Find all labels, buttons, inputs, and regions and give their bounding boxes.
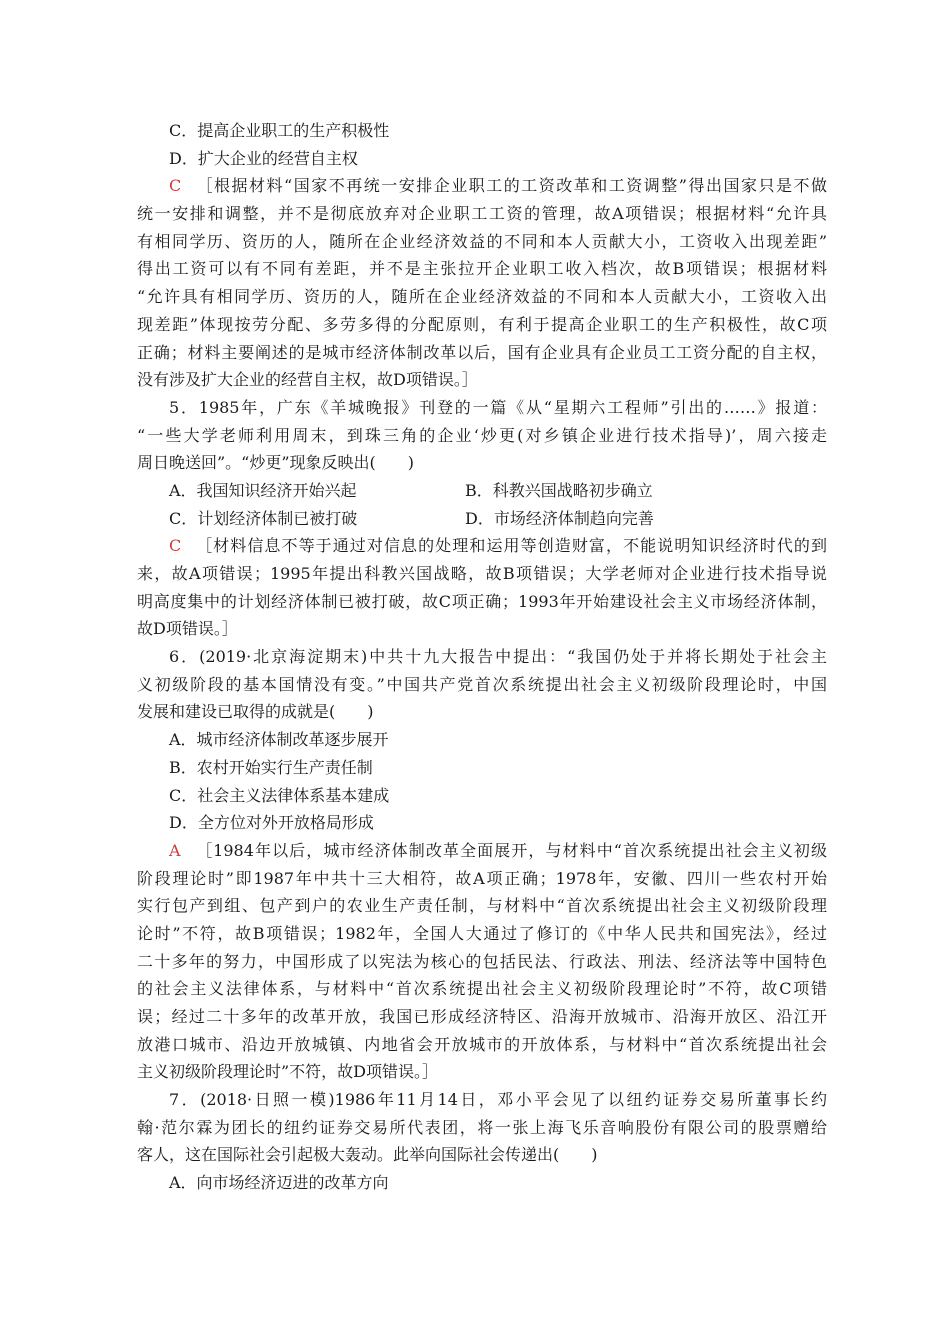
q5-stem-line: 周日晚送回”。“炒更”现象反映出( ) — [137, 453, 415, 473]
q4-explanation-line: 得出工资可以有不同有差距，并不是主张拉开企业职工收入档次，故B项错误；根据材料 — [137, 259, 827, 279]
q6-explanation-line: 论时”不符，故B项错误；1982年，全国人大通过了修订的《中华人民共和国宪法》，经过 — [137, 923, 827, 943]
q5-stem-line: 5．1985年，广东《羊城晚报》刊登的一篇《从“星期六工程师”引出的……》报道： — [169, 397, 827, 417]
q5-option-b: B．科教兴国战略初步确立 — [465, 480, 653, 500]
q6-stem-line: 发展和建设已取得的成就是( ) — [137, 702, 374, 722]
q4-explanation-line: C ［根据材料“国家不再统一安排企业职工的工资改革和工资调整”得出国家只是不做 — [137, 172, 827, 200]
q6-option-b: B．农村开始实行生产责任制 — [169, 757, 373, 777]
q5-explanation-line: C ［材料信息不等于通过对信息的处理和运用等创造财富，不能说明知识经济时代的到 — [137, 532, 827, 560]
q6-explanation-line: 误；经过二十多年的改革开放，我国已形成经济特区、沿海开放城市、沿海开放区、沿江开 — [137, 1007, 827, 1026]
q5-option-a: A．我国知识经济开始兴起 — [169, 480, 357, 500]
q7-option-a: A．向市场经济迈进的改革方向 — [169, 1173, 389, 1193]
q4-explanation-line: “允许具有相同学历、资历的人，随所在企业经济效益的不同和本人贡献大小，工资收入出 — [137, 287, 827, 307]
q7-stem-line: 客人，这在国际社会引起极大轰动。此举向国际社会传递出( ) — [137, 1145, 598, 1165]
q6-option-a: A．城市经济体制改革逐步展开 — [169, 730, 389, 750]
q4-explanation-line: 现差距”体现按劳分配、多劳多得的分配原则，有利于提高企业职工的生产积极性，故C项 — [137, 314, 827, 334]
q6-explanation-line: 主义初级阶段理论时”不符，故D项错误。］ — [137, 1062, 439, 1082]
q4-explanation-line: 有相同学历、资历的人，随所在企业经济效益的不同和本人贡献大小，工资收入出现差距” — [137, 231, 827, 251]
q5-stem-line: “一些大学老师利用周末，到珠三角的企业‘炒更(对乡镇企业进行技术指导)’，周六接走 — [137, 425, 827, 445]
q5-explanation-line: 明高度集中的计划经济体制已被打破，故C项正确；1993年开始建设社会主义市场经济体制， — [137, 591, 827, 611]
q6-option-d: D．全方位对外开放格局形成 — [169, 813, 374, 833]
q5-options-row — [137, 477, 827, 505]
q5-explanation-line: 来，故A项错误；1995年提出科教兴国战略，故B项错误；大学老师对企业进行技术指导说 — [137, 564, 827, 583]
q6-option-c: C．社会主义法律体系基本建成 — [169, 785, 390, 805]
q4-answer-letter: C — [169, 176, 182, 196]
q6-explanation-line: 的社会主义法律体系，与材料中“首次系统提出社会主义初级阶段理论时”不符，故C项错 — [137, 979, 827, 999]
q5-answer-letter: C — [169, 536, 182, 556]
document-page — [137, 117, 827, 1197]
q4-option-c: C．提高企业职工的生产积极性 — [169, 121, 390, 140]
q4-option-d: D．扩大企业的经营自主权 — [169, 148, 358, 168]
q6-explanation-line: A ［1984年以后，城市经济体制改革全面展开，与材料中“首次系统提出社会主义初级 — [137, 837, 827, 865]
q6-explanation-line: 放港口城市、沿边开放城镇、内地省会开放城市的开放体系，与材料中“首次系统提出社会 — [137, 1034, 827, 1054]
q5-options-row — [137, 505, 827, 533]
q7-stem-line: 7．(2018·日照一模)1986年11月14日，邓小平会见了以纽约证券交易所董事长约 — [169, 1090, 827, 1110]
q6-answer-letter: A — [169, 840, 181, 860]
q4-explanation-line: 没有涉及扩大企业的经营自主权，故D项错误。］ — [137, 370, 478, 390]
q6-explanation-line: 阶段理论时”即1987年中共十三大相符，故A项正确；1978年，安徽、四川一些农村开始 — [137, 868, 827, 888]
q5-option-d: D．市场经济体制趋向完善 — [465, 508, 654, 528]
q6-explanation-line: 二十多年的努力，中国形成了以宪法为核心的包括民法、行政法、刑法、经济法等中国特色 — [137, 951, 827, 971]
q6-explanation-line: 实行包产到组、包产到户的农业生产责任制，与材料中“首次系统提出社会主义初级阶段理 — [137, 896, 827, 916]
q4-explanation-line: 统一安排和调整，并不是彻底放弃对企业职工工资的管理，故A项错误；根据材料“允许具 — [137, 204, 827, 224]
q4-explanation-line: 正确；材料主要阐述的是城市经济体制改革以后，国有企业具有企业员工工资分配的自主权， — [137, 342, 827, 362]
q6-stem-line: 6．(2019·北京海淀期末)中共十九大报告中提出：“我国仍处于并将长期处于社会主 — [169, 647, 827, 667]
q6-stem-line: 义初级阶段的基本国情没有变。”中国共产党首次系统提出社会主义初级阶段理论时，中国 — [137, 674, 827, 694]
q5-option-c: C．计划经济体制已被打破 — [169, 508, 358, 528]
q7-stem-line: 翰·范尔霖为团长的纽约证券交易所代表团，将一张上海飞乐音响股份有限公司的股票赠给 — [137, 1117, 827, 1137]
q5-explanation-line: 故D项错误。］ — [137, 619, 238, 639]
